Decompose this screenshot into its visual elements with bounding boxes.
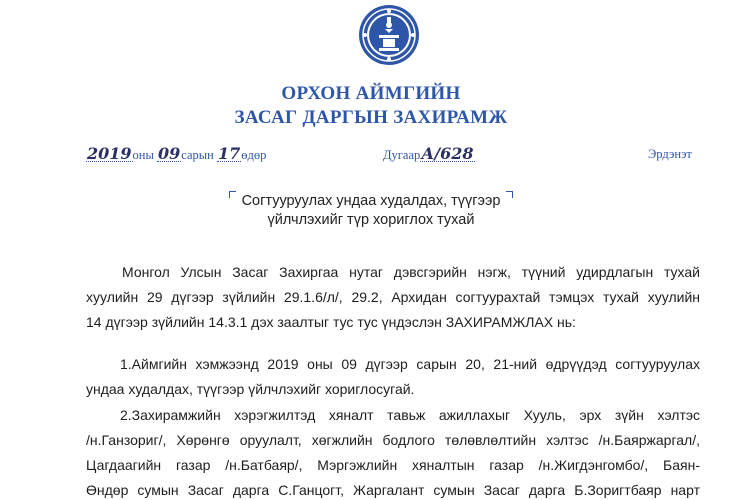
text-line: 14 дүгээр зүйлийн 14.3.1 дэх заалтыг тус тус үндэслэн ЗАХИРАМЖЛАХ нь:	[86, 314, 576, 330]
date-year-suffix: оны	[132, 148, 154, 162]
organization-title: ОРХОН АЙМГИЙН	[281, 83, 461, 104]
text-line: /н.Ганзориг/, Хөрөнгө оруулалт, хөгжлийн бодлого төлөвлөлтийн хэлтэс /н.Баяржаргал/,	[86, 432, 700, 448]
text-line: Өндөр сумын Засаг дарга С.Ганцогт, Жаргалант сумын Засаг дарга Б.Зоригтбаяр нарт	[86, 482, 700, 498]
text-line: Цагдаагийн газар /н.Батбаяр/, Мэргэжлийн хяналтын газар /н.Жигдэнгомбо/, Баян-	[86, 457, 700, 473]
date-month: 09	[158, 144, 181, 163]
text-line: 2.Захирамжийн хэрэгжилтэд хяналт тавьж ажиллахыг Хууль, эрх зүйн хэлтэс	[120, 407, 700, 423]
date-month-suffix: сарын	[181, 148, 214, 162]
decree-city: Эрдэнэт	[648, 147, 692, 161]
text-line: хуулийн 29 дүгээр зүйлийн 29.1.6/л/, 29.2, Архидан согтуурахтай тэмцэх тухай хуулийн	[86, 289, 700, 305]
text-line: Монгол Улсын Засаг Захиргаа нутаг дэвсгэрийн нэгж, түүний удирдлагын тухай	[122, 264, 700, 280]
document-type-title: ЗАСАГ ДАРГЫН ЗАХИРАМЖ	[234, 107, 508, 128]
date-day-suffix: өдөр	[241, 148, 267, 162]
text-line: ундаа худалдах, түүгээр үйлчлэхийг хориглосугай.	[86, 381, 415, 397]
subject-line-1: Согтууруулах ундаа худалдах, түүгээр	[241, 193, 501, 209]
state-emblem-icon	[357, 3, 421, 67]
decree-date	[86, 144, 267, 163]
number-label: Дугаар	[383, 148, 421, 162]
decree-number	[383, 144, 475, 163]
date-day: 17	[217, 144, 241, 163]
text-line: 1.Аймгийн хэмжээнд 2019 оны 09 дүгээр сарын 20, 21-ний өдрүүдэд согтууруулах	[120, 356, 700, 372]
subject-line-2: үйлчлэхийг түр хориглох тухай	[267, 212, 475, 228]
number-value: А/628	[421, 144, 474, 163]
date-year: 2019	[87, 144, 132, 163]
